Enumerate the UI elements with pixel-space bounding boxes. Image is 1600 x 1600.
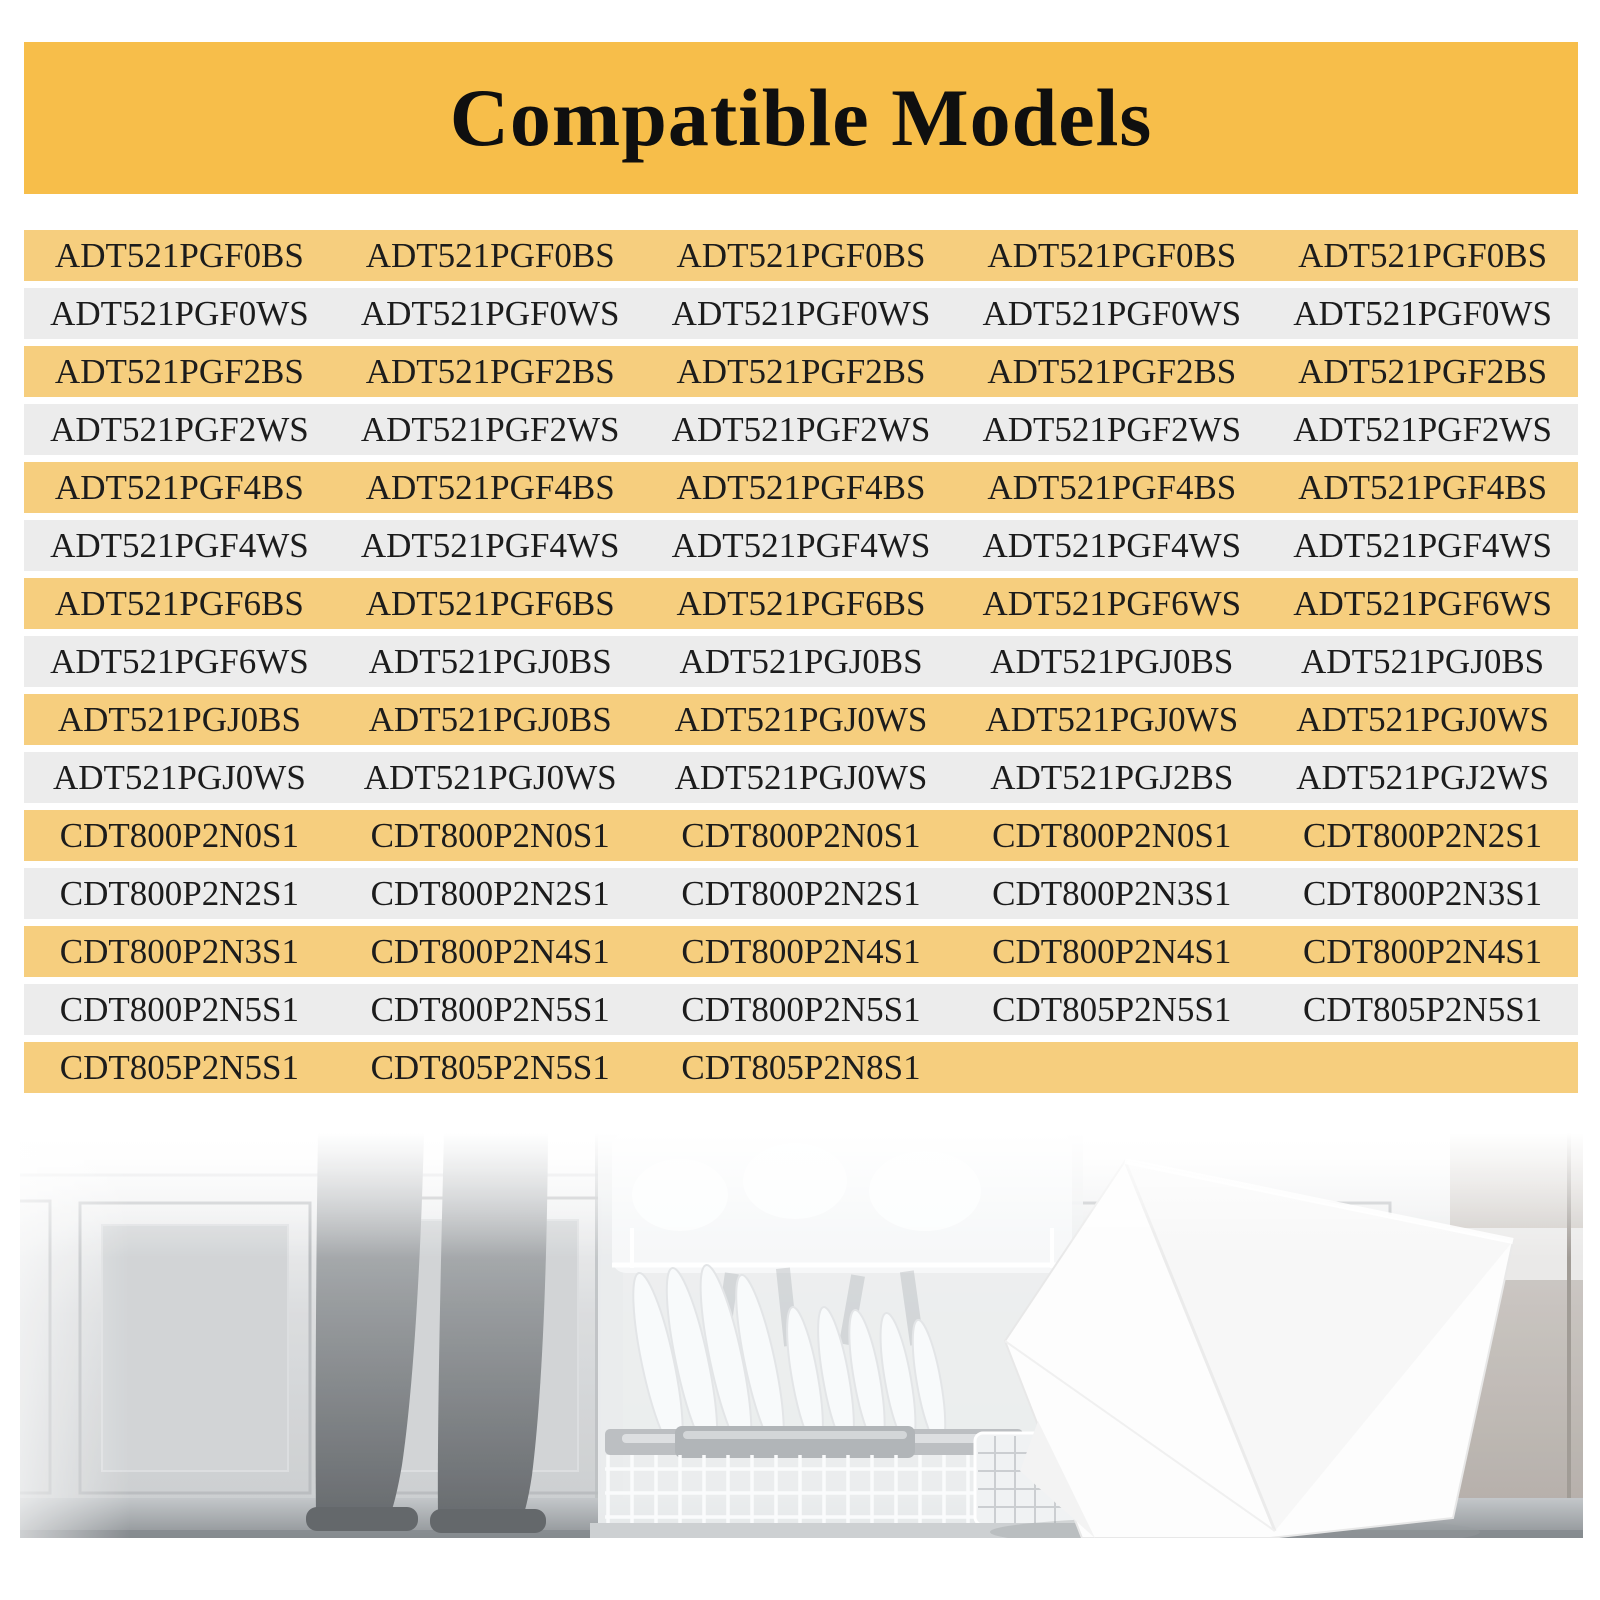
photo-scene	[20, 1133, 1583, 1538]
model-cell: ADT521PGJ0WS	[985, 700, 1239, 739]
model-cell: ADT521PGF2WS	[360, 410, 620, 449]
model-cell: CDT800P2N2S1	[681, 874, 921, 913]
model-cell: ADT521PGF0WS	[360, 294, 620, 333]
model-cell: ADT521PGF4BS	[54, 468, 304, 507]
model-cell: ADT521PGF2WS	[982, 410, 1242, 449]
model-cell: ADT521PGF0BS	[987, 236, 1237, 275]
model-cell: ADT521PGF4BS	[365, 468, 615, 507]
table-row	[24, 578, 1578, 629]
model-cell: CDT805P2N5S1	[59, 1048, 299, 1087]
model-cell: ADT521PGF0BS	[676, 236, 926, 275]
model-cell: CDT800P2N0S1	[59, 816, 299, 855]
model-cell: ADT521PGF6WS	[1293, 584, 1552, 623]
model-cell: ADT521PGF6BS	[54, 584, 304, 623]
table-row	[24, 810, 1578, 861]
model-cell: ADT521PGF4WS	[360, 526, 620, 565]
model-cell: CDT800P2N0S1	[370, 816, 610, 855]
table-row	[24, 462, 1578, 513]
model-cell: ADT521PGF0WS	[671, 294, 931, 333]
model-cell: CDT800P2N5S1	[370, 990, 610, 1029]
model-cell: CDT805P2N8S1	[681, 1048, 921, 1087]
table-row	[24, 752, 1578, 803]
table-row	[24, 288, 1578, 339]
model-cell: ADT521PGF6WS	[982, 584, 1242, 623]
model-cell: ADT521PGF4BS	[987, 468, 1237, 507]
model-cell: ADT521PGJ0WS	[674, 700, 928, 739]
table-row	[24, 926, 1578, 977]
model-cell: ADT521PGF0BS	[54, 236, 304, 275]
model-cell: ADT521PGJ0WS	[1296, 700, 1549, 739]
table-row	[24, 1042, 1578, 1093]
table-row	[24, 520, 1578, 571]
model-cell: ADT521PGJ0WS	[363, 758, 617, 797]
model-cell: ADT521PGF2WS	[1293, 410, 1552, 449]
model-cell: ADT521PGF4WS	[1293, 526, 1552, 565]
model-cell: ADT521PGF6BS	[676, 584, 926, 623]
model-cell: ADT521PGF2BS	[54, 352, 304, 391]
model-cell: CDT800P2N2S1	[370, 874, 610, 913]
model-cell: ADT521PGJ0WS	[53, 758, 306, 797]
model-cell: CDT805P2N5S1	[1302, 990, 1543, 1029]
model-cell: CDT800P2N2S1	[59, 874, 299, 913]
table-row	[24, 346, 1578, 397]
model-cell: CDT800P2N4S1	[370, 932, 610, 971]
model-cell: CDT800P2N3S1	[992, 874, 1232, 913]
model-cell: ADT521PGJ0BS	[1301, 642, 1545, 681]
wash-overlay	[20, 1133, 1583, 1538]
model-cell: ADT521PGF0WS	[982, 294, 1242, 333]
model-cell: ADT521PGF2WS	[671, 410, 931, 449]
model-cell: ADT521PGF4WS	[671, 526, 931, 565]
model-cell: CDT800P2N2S1	[1302, 816, 1543, 855]
model-cell: CDT800P2N3S1	[1302, 874, 1543, 913]
model-cell: ADT521PGF0WS	[50, 294, 309, 333]
model-cell: ADT521PGF4BS	[1298, 468, 1548, 507]
models-table	[24, 230, 1578, 1100]
model-cell: ADT521PGJ2WS	[1296, 758, 1549, 797]
model-cell: ADT521PGJ0BS	[57, 700, 301, 739]
model-cell: ADT521PGF2BS	[365, 352, 615, 391]
model-cell: ADT521PGF2BS	[676, 352, 926, 391]
model-cell: CDT800P2N3S1	[59, 932, 299, 971]
table-row	[24, 230, 1578, 281]
table-row	[24, 984, 1578, 1035]
model-cell: CDT800P2N4S1	[992, 932, 1232, 971]
model-cell: ADT521PGF0WS	[1293, 294, 1552, 333]
model-cell: CDT805P2N5S1	[992, 990, 1232, 1029]
kitchen-dishwasher-photo	[20, 1133, 1583, 1538]
model-cell: CDT800P2N4S1	[681, 932, 921, 971]
model-cell: ADT521PGJ0WS	[674, 758, 928, 797]
model-cell: ADT521PGF2WS	[50, 410, 309, 449]
model-cell: ADT521PGJ0BS	[679, 642, 923, 681]
model-cell: ADT521PGF4WS	[50, 526, 309, 565]
model-cell: ADT521PGF6WS	[50, 642, 309, 681]
table-row	[24, 404, 1578, 455]
model-cell: CDT800P2N0S1	[681, 816, 921, 855]
model-cell: ADT521PGJ0BS	[368, 642, 612, 681]
model-cell: ADT521PGF2BS	[987, 352, 1237, 391]
table-row	[24, 868, 1578, 919]
model-cell: CDT800P2N4S1	[1302, 932, 1543, 971]
model-cell: ADT521PGJ0BS	[990, 642, 1234, 681]
table-row	[24, 694, 1578, 745]
model-cell: ADT521PGJ0BS	[368, 700, 612, 739]
model-cell: ADT521PGF2BS	[1298, 352, 1548, 391]
model-cell: CDT805P2N5S1	[370, 1048, 610, 1087]
model-cell: CDT800P2N5S1	[681, 990, 921, 1029]
model-cell: ADT521PGF0BS	[1298, 236, 1548, 275]
model-cell: CDT800P2N0S1	[992, 816, 1232, 855]
model-cell: CDT800P2N5S1	[59, 990, 299, 1029]
model-cell: ADT521PGF0BS	[365, 236, 615, 275]
model-cell: ADT521PGF6BS	[365, 584, 615, 623]
page-title: Compatible Models	[449, 72, 1153, 163]
model-cell: ADT521PGF4BS	[676, 468, 926, 507]
model-cell: ADT521PGJ2BS	[990, 758, 1234, 797]
title-banner	[24, 42, 1578, 194]
model-cell: ADT521PGF4WS	[982, 526, 1242, 565]
table-row	[24, 636, 1578, 687]
